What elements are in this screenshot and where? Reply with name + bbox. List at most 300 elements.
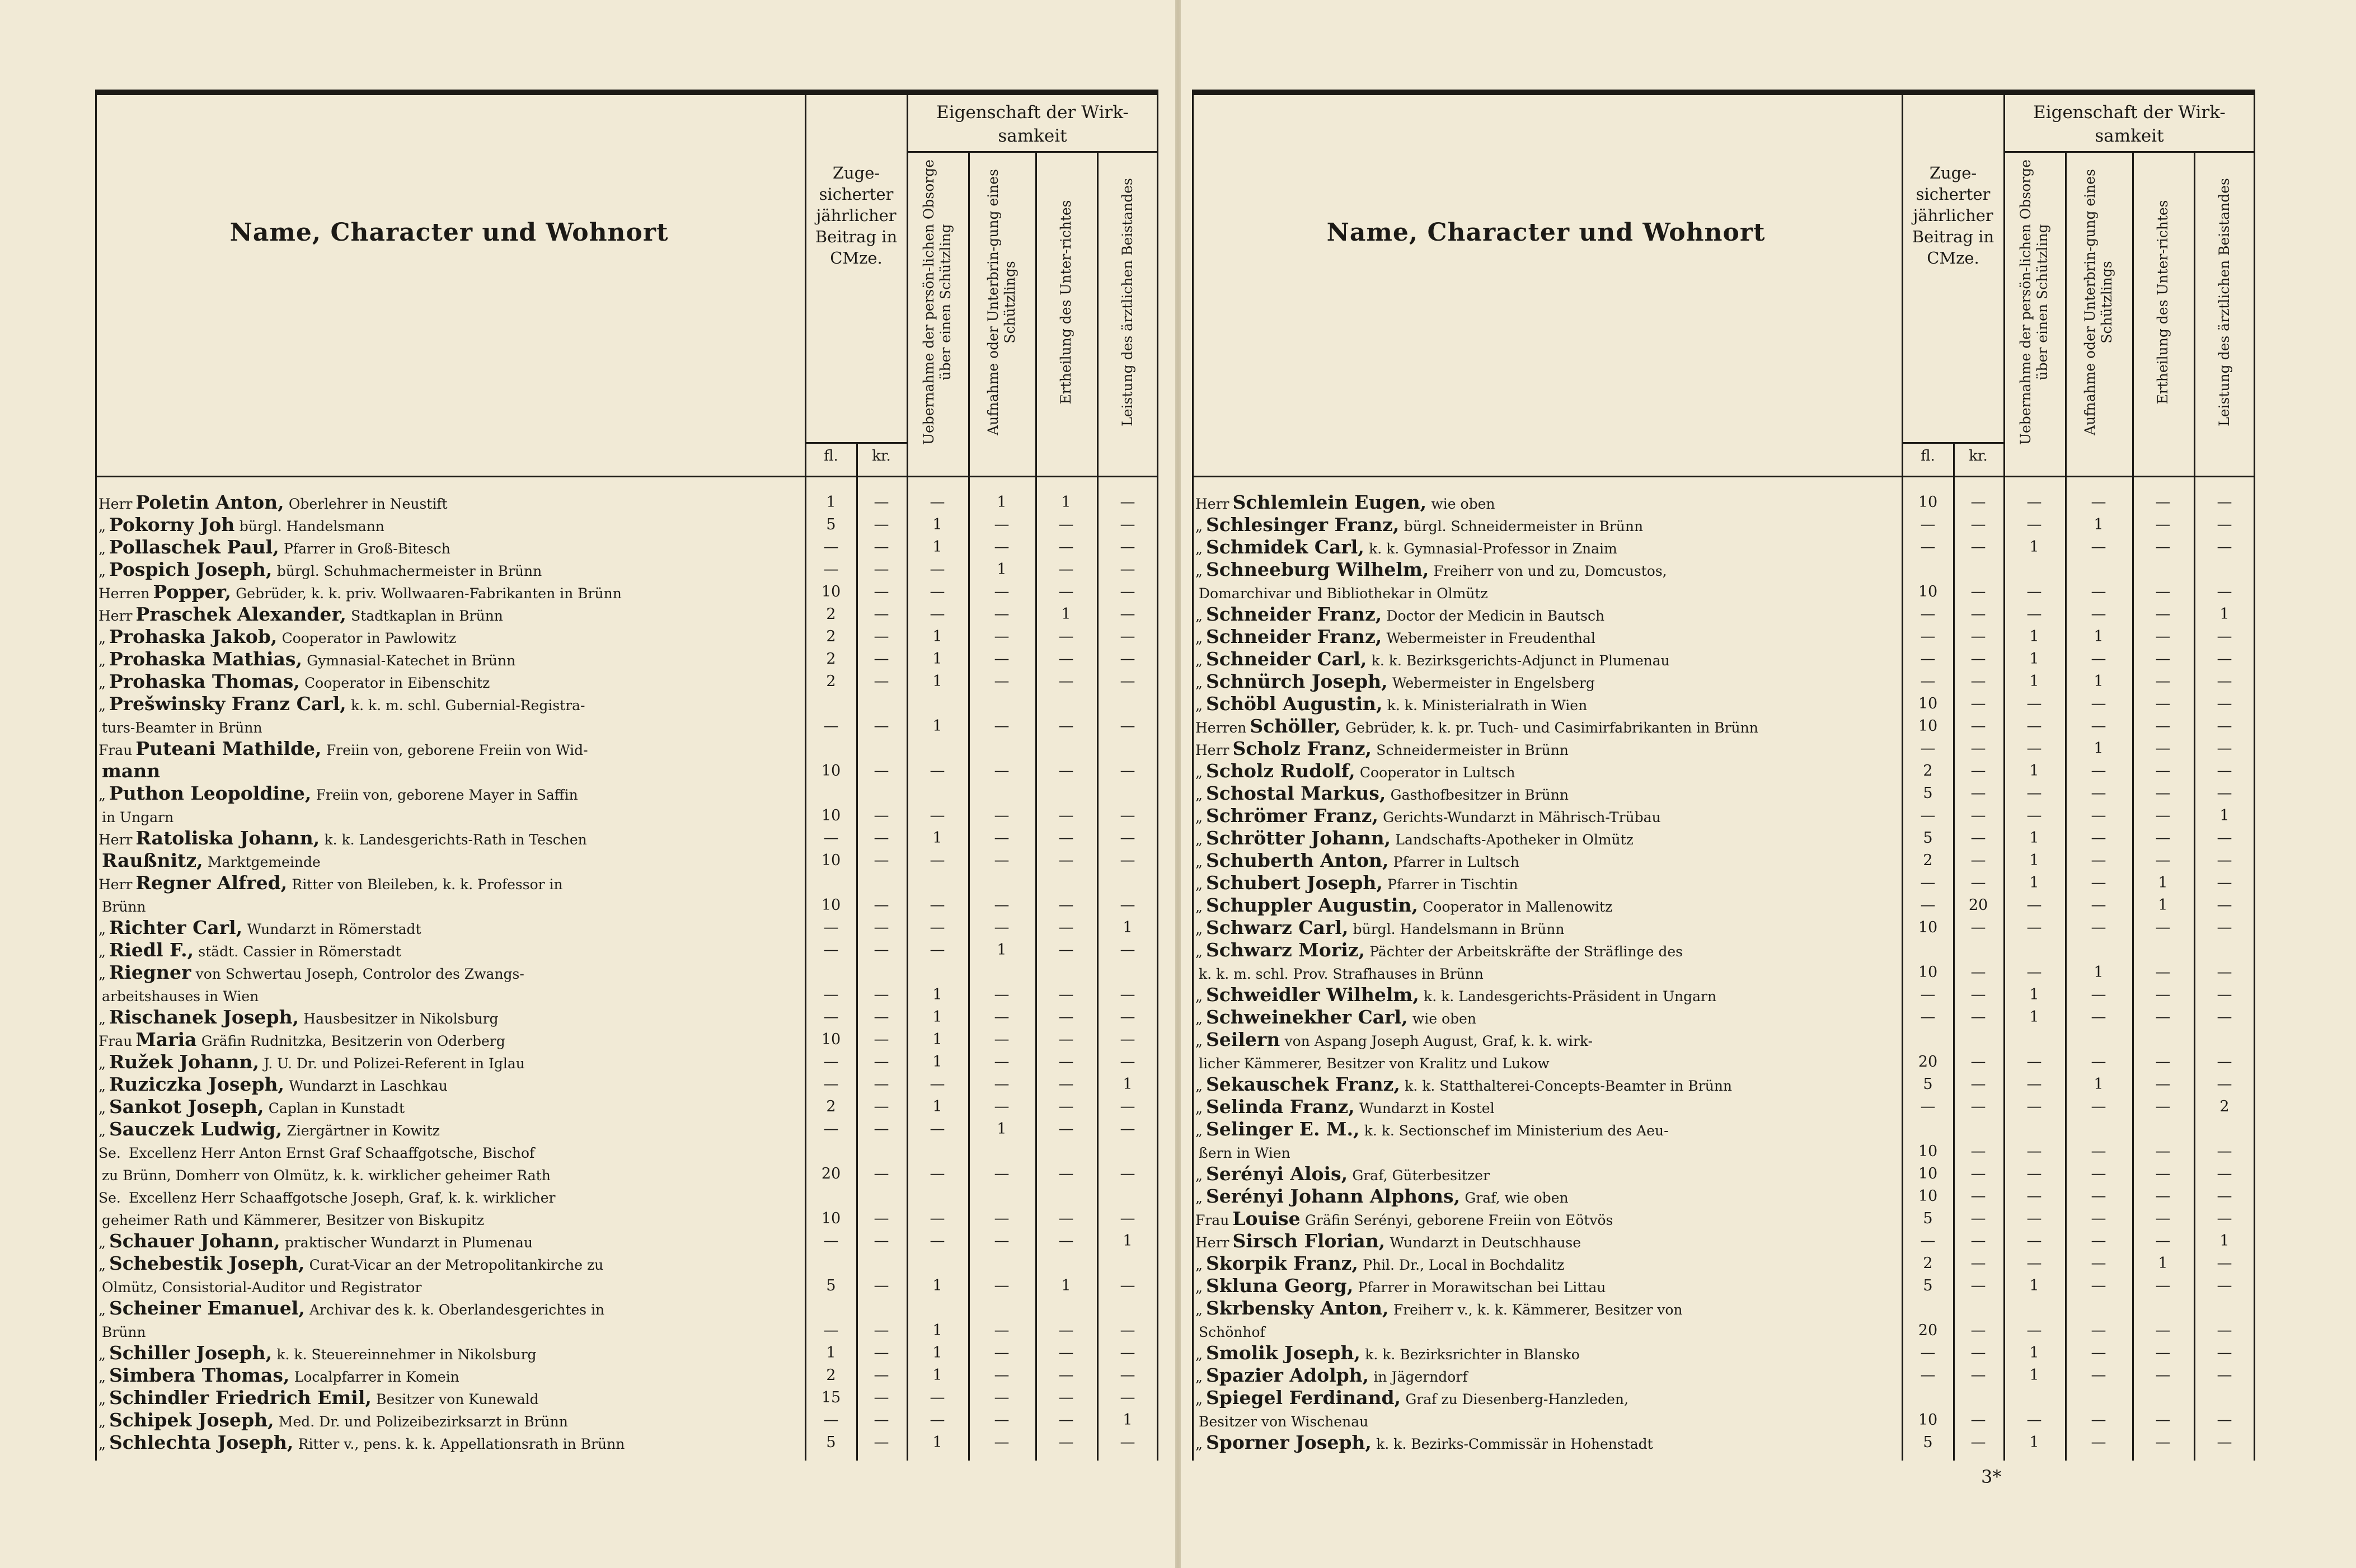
eigenschaft-cell-4: 1	[1123, 1232, 1133, 1250]
header-sub-col-2: Aufnahme oder Unterbrin-gung eines Schützlings	[985, 169, 1018, 435]
amount-kr: —	[1970, 628, 1986, 645]
table-row	[95, 1118, 1158, 1140]
eigenschaft-cell-2: —	[2091, 1143, 2106, 1160]
eigenschaft-cell-4	[2194, 939, 2255, 961]
eigenschaft-cell-1: —	[930, 494, 945, 511]
table-row	[95, 939, 1158, 961]
entry-title-prefix: „	[1195, 787, 1203, 803]
eigenschaft-cell-1: 1	[932, 1434, 942, 1451]
eigenschaft-cell-2: —	[994, 1232, 1010, 1250]
eigenschaft-cell-1: 1	[932, 829, 942, 847]
entry-surname: Scholz Rudolf,	[1205, 760, 1355, 782]
entry-detail: bürgl. Handelsmann in Brünn	[1353, 921, 1565, 937]
entry-detail: Webermeister in Engelsberg	[1392, 675, 1595, 691]
amount-fl: 5	[1923, 785, 1933, 802]
entry-surname: Ruziczka Joseph,	[109, 1073, 284, 1095]
table-row	[1192, 827, 2255, 849]
entry-detail: bürgl. Schuhmachermeister in Brünn	[276, 563, 542, 579]
eigenschaft-cell-3	[1035, 693, 1097, 715]
eigenschaft-cell-2: —	[2091, 538, 2106, 556]
entry-detail: Freiherr von und zu, Domcustos,	[1433, 563, 1667, 579]
entry-title-prefix: „	[98, 1078, 106, 1094]
entry-detail: Ritter v., pens. k. k. Appellationsrath in Brünn	[298, 1436, 625, 1452]
entry-name	[1195, 984, 1895, 1006]
eigenschaft-cell-4: 1	[2219, 1232, 2230, 1250]
table-row	[1192, 939, 2255, 961]
eigenschaft-cell-1: 1	[932, 1098, 942, 1115]
eigenschaft-cell-4: —	[2217, 964, 2232, 981]
entry-surname: Schebestik Joseph,	[109, 1252, 305, 1274]
eigenschaft-cell-4: —	[1120, 494, 1135, 511]
table-row	[1192, 1431, 2255, 1454]
entry-title-prefix: Frau	[98, 742, 133, 758]
column-rule	[2254, 95, 2255, 1461]
entry-detail: k. k. m. schl. Prov. Strafhauses in Brünn	[1199, 966, 1484, 982]
entry-detail: Graf zu Diesenberg-Hanzleden,	[1405, 1391, 1628, 1407]
eigenschaft-cell-4: —	[1120, 538, 1135, 556]
eigenschaft-cell-4: —	[1120, 605, 1135, 623]
entry-name	[1195, 1096, 1895, 1118]
eigenschaft-cell-3: —	[2155, 1053, 2171, 1071]
eigenschaft-cell-2: —	[2091, 1322, 2106, 1339]
eigenschaft-cell-2: —	[2091, 785, 2106, 802]
eigenschaft-cell-1: 1	[2029, 673, 2039, 690]
eigenschaft-cell-1	[907, 872, 968, 894]
amount-kr: —	[1970, 785, 1986, 802]
entry-detail: licher Kämmerer, Besitzer von Kralitz und Lukow	[1199, 1055, 1550, 1072]
amount-kr: —	[874, 1277, 889, 1294]
eigenschaft-cell-3: 1	[2158, 874, 2168, 891]
entry-surname: Prohaska Mathias,	[109, 648, 302, 670]
table-row	[1192, 1096, 2255, 1118]
eigenschaft-cell-4	[1097, 961, 1158, 984]
eigenschaft-cell-1	[2003, 939, 2065, 961]
header-sub-col-1: Uebernahme der persön-lichen Obsorge über einen Schützling	[921, 159, 954, 445]
eigenschaft-cell-3: —	[2155, 1008, 2171, 1026]
column-rule	[95, 95, 97, 1461]
eigenschaft-cell-3: —	[1058, 807, 1074, 824]
eigenschaft-cell-3: —	[2155, 852, 2171, 869]
amount-fl: 5	[826, 1434, 836, 1451]
eigenschaft-cell-4	[1097, 1297, 1158, 1320]
eigenschaft-cell-2: —	[994, 1031, 1010, 1048]
amount-fl: 5	[1923, 1434, 1933, 1451]
eigenschaft-cell-3: —	[2155, 1434, 2171, 1451]
table-row	[95, 738, 1158, 760]
amount-kr: —	[874, 717, 889, 735]
amount-kr: —	[1970, 1367, 1986, 1384]
amount-fl: 10	[821, 1210, 841, 1227]
entry-name	[1195, 827, 1895, 849]
entry-detail: k. k. Sectionschef im Ministerium des Aeu-	[1364, 1123, 1669, 1139]
eigenschaft-cell-4: —	[1120, 762, 1135, 780]
eigenschaft-cell-1	[907, 738, 968, 760]
amount-fl: 10	[821, 762, 841, 780]
column-rule	[856, 442, 858, 1461]
eigenschaft-cell-1	[2003, 1118, 2065, 1140]
amount-kr	[1953, 1029, 2003, 1051]
amount-kr: —	[1970, 650, 1986, 668]
eigenschaft-cell-1: —	[2026, 1143, 2042, 1160]
header-sub-col-2: Aufnahme oder Unterbrin-gung eines Schützlings	[2082, 169, 2115, 435]
entry-title-prefix: „	[1195, 1436, 1203, 1452]
eigenschaft-cell-4: —	[2217, 650, 2232, 668]
eigenschaft-cell-2: —	[994, 807, 1010, 824]
header-kr: kr.	[872, 448, 891, 464]
eigenschaft-cell-4: —	[2217, 695, 2232, 712]
entry-name	[98, 1096, 798, 1118]
column-rule	[2003, 95, 2005, 1461]
eigenschaft-cell-2: —	[994, 1322, 1010, 1339]
entry-name	[1195, 1409, 1895, 1431]
eigenschaft-cell-3: —	[1058, 1031, 1074, 1048]
eigenschaft-cell-1: 1	[932, 1053, 942, 1071]
entry-name	[1195, 782, 1895, 805]
amount-kr: —	[874, 1076, 889, 1093]
entry-detail: Ritter von Bleileben, k. k. Professor in	[292, 876, 563, 893]
entry-title-prefix: „	[98, 1414, 106, 1430]
amount-fl: —	[1920, 1008, 1936, 1026]
amount-fl: 10	[1918, 1411, 1938, 1429]
entry-title-prefix: Herr	[98, 876, 133, 893]
entry-title-prefix: „	[1195, 1190, 1203, 1206]
eigenschaft-cell-2: 1	[997, 561, 1007, 578]
eigenschaft-cell-3: —	[1058, 1008, 1074, 1026]
entry-name	[1195, 1185, 1895, 1208]
table-row	[95, 917, 1158, 939]
eigenschaft-cell-2: —	[994, 605, 1010, 623]
amount-kr: —	[874, 1232, 889, 1250]
entry-name	[1195, 760, 1895, 782]
entry-detail: bürgl. Handelsmann	[239, 518, 384, 534]
table-row	[1192, 782, 2255, 805]
header-name-column: Name, Character und Wohnort	[229, 218, 669, 247]
amount-fl: —	[1920, 1367, 1936, 1384]
eigenschaft-cell-1	[907, 1185, 968, 1208]
eigenschaft-cell-3: —	[2155, 1344, 2171, 1362]
eigenschaft-cell-3: —	[2155, 1098, 2171, 1115]
entry-surname: Praschek Alexander,	[135, 603, 346, 625]
amount-fl: —	[823, 1008, 839, 1026]
eigenschaft-cell-1: —	[2026, 1165, 2042, 1182]
entry-title-prefix: „	[1195, 675, 1203, 691]
entry-detail: k. k. m. schl. Gubernial-Registra-	[350, 697, 585, 713]
table-row	[1192, 626, 2255, 648]
eigenschaft-cell-1: 1	[932, 516, 942, 533]
entry-name	[1195, 1163, 1895, 1185]
eigenschaft-cell-4: —	[2217, 1053, 2232, 1071]
eigenschaft-cell-1	[2003, 558, 2065, 581]
header-rule	[95, 476, 1158, 477]
amount-fl: 10	[1918, 717, 1938, 735]
entry-name	[1195, 1006, 1895, 1029]
table-row	[95, 805, 1158, 827]
column-rule	[1097, 151, 1099, 1461]
amount-kr: —	[1970, 986, 1986, 1003]
eigenschaft-cell-4: —	[2217, 740, 2232, 757]
amount-fl	[1903, 1297, 1953, 1320]
eigenschaft-cell-4: —	[1120, 986, 1135, 1003]
entry-title-prefix: „	[98, 518, 106, 534]
eigenschaft-cell-3	[1035, 1140, 1097, 1163]
amount-kr: —	[874, 1008, 889, 1026]
entry-name	[1195, 648, 1895, 670]
eigenschaft-cell-3: —	[2155, 1165, 2171, 1182]
entry-name	[98, 1185, 798, 1208]
eigenschaft-cell-4	[1097, 1252, 1158, 1275]
entry-detail: Schneidermeister in Brünn	[1376, 742, 1569, 758]
amount-fl: 10	[821, 852, 841, 869]
eigenschaft-cell-3: —	[2155, 1210, 2171, 1227]
entry-detail: Localpfarrer in Komein	[294, 1369, 459, 1385]
eigenschaft-cell-1: 1	[2029, 1434, 2039, 1451]
amount-fl	[806, 1185, 856, 1208]
entry-surname: Schnürch Joseph,	[1205, 670, 1388, 692]
eigenschaft-cell-1: —	[930, 605, 945, 623]
entry-title-prefix: „	[1195, 809, 1203, 825]
entry-detail: Graf, Güterbesitzer	[1352, 1167, 1490, 1184]
eigenschaft-cell-2: —	[994, 1389, 1010, 1406]
entry-surname: Scheiner Emanuel,	[109, 1297, 305, 1319]
entry-surname: Skrbensky Anton,	[1205, 1297, 1389, 1319]
entry-detail: k. k. Bezirksgerichts-Adjunct in Plumenau	[1371, 652, 1670, 669]
table-row	[95, 1364, 1158, 1387]
amount-kr: —	[874, 1367, 889, 1384]
eigenschaft-cell-1: —	[2026, 1232, 2042, 1250]
entry-name	[98, 939, 798, 961]
eigenschaft-cell-4: —	[2217, 896, 2232, 914]
eigenschaft-cell-1: —	[2026, 1322, 2042, 1339]
eigenschaft-cell-4: —	[2217, 628, 2232, 645]
entry-surname: Popper,	[153, 581, 231, 603]
amount-fl	[1903, 558, 1953, 581]
eigenschaft-cell-4: —	[1120, 583, 1135, 600]
entry-detail: Wundarzt in Kostel	[1359, 1100, 1495, 1116]
eigenschaft-cell-3: —	[1058, 1389, 1074, 1406]
amount-fl: 10	[1918, 1187, 1938, 1205]
entry-surname: Schauer Johann,	[109, 1230, 280, 1252]
header-eigenschaft: Eigenschaft der Wirk- samkeit	[936, 102, 1129, 146]
amount-fl: 2	[826, 1367, 836, 1384]
column-rule	[1157, 95, 1158, 1461]
eigenschaft-cell-2: —	[2091, 1367, 2106, 1384]
entry-name	[1195, 1051, 1895, 1073]
table-row	[95, 849, 1158, 872]
eigenschaft-cell-1: —	[2026, 740, 2042, 757]
entry-title-prefix: Herren	[1195, 720, 1247, 736]
table-row	[95, 1342, 1158, 1364]
eigenschaft-cell-4	[2194, 558, 2255, 581]
eigenschaft-cell-1: —	[930, 919, 945, 936]
entry-detail: Gerichts-Wundarzt in Mährisch-Trübau	[1383, 809, 1661, 825]
eigenschaft-cell-3: —	[1058, 628, 1074, 645]
amount-kr: —	[1970, 673, 1986, 690]
eigenschaft-cell-4: —	[2217, 874, 2232, 891]
amount-kr: —	[1970, 1255, 1986, 1272]
amount-fl: —	[823, 941, 839, 959]
entry-title-prefix: „	[98, 1123, 106, 1139]
eigenschaft-cell-1: —	[930, 1411, 945, 1429]
eigenschaft-cell-2	[2065, 939, 2132, 961]
eigenschaft-cell-3: —	[1058, 1120, 1074, 1138]
table-row	[1192, 514, 2255, 536]
entry-title-prefix: „	[1195, 764, 1203, 781]
eigenschaft-cell-3: —	[2155, 1322, 2171, 1339]
ledger-table-left	[95, 90, 1158, 1461]
eigenschaft-cell-4: —	[1120, 1434, 1135, 1451]
right-page	[1181, 0, 2356, 1568]
entry-name	[1195, 1320, 1895, 1342]
entry-detail: Gymnasial-Katechet in Brünn	[307, 652, 516, 669]
eigenschaft-cell-2: 1	[997, 494, 1007, 511]
column-rule	[2194, 151, 2195, 1461]
amount-kr: —	[874, 941, 889, 959]
entry-detail: in Jägerndorf	[1373, 1369, 1468, 1385]
header-kr: kr.	[1969, 448, 1988, 464]
entry-title-prefix: „	[98, 541, 106, 557]
entry-surname: Spiegel Ferdinand,	[1205, 1387, 1401, 1409]
amount-fl	[1903, 1029, 1953, 1051]
entry-title-prefix: „	[98, 787, 106, 803]
entry-detail: Gasthofbesitzer in Brünn	[1390, 787, 1569, 803]
table-row	[1192, 984, 2255, 1006]
entry-title-prefix: „	[98, 1011, 106, 1027]
entry-detail: ßern in Wien	[1199, 1145, 1290, 1161]
entry-title-prefix: Herren	[98, 585, 150, 602]
column-rule	[907, 95, 908, 1461]
table-row	[1192, 693, 2255, 715]
amount-kr	[1953, 1387, 2003, 1409]
eigenschaft-cell-1: 1	[932, 673, 942, 690]
entry-name	[98, 849, 798, 872]
eigenschaft-cell-3: —	[2155, 628, 2171, 645]
entry-detail: Brünn	[102, 899, 146, 915]
eigenschaft-cell-2: —	[994, 673, 1010, 690]
eigenschaft-cell-1	[2003, 1387, 2065, 1409]
entry-title-prefix: „	[1195, 1011, 1203, 1027]
entry-name	[1195, 1208, 1895, 1230]
amount-fl: —	[823, 561, 839, 578]
entry-title-prefix: „	[1195, 832, 1203, 848]
amount-fl: 10	[821, 896, 841, 914]
eigenschaft-cell-2: 1	[2094, 628, 2104, 645]
entry-title-prefix: Herr	[98, 496, 133, 512]
entry-name	[98, 805, 798, 827]
table-row	[1192, 917, 2255, 939]
amount-kr: —	[1970, 494, 1986, 511]
eigenschaft-cell-2: —	[2091, 650, 2106, 668]
eigenschaft-cell-2: 1	[2094, 673, 2104, 690]
entry-title-prefix: Se.	[98, 1190, 121, 1206]
header-sub-col-4: Leistung des ärztlichen Beistandes	[2216, 178, 2232, 426]
eigenschaft-cell-1: —	[2026, 695, 2042, 712]
entry-surname: Pospich Joseph,	[109, 558, 273, 580]
entry-detail: bürgl. Schneidermeister in Brünn	[1404, 518, 1644, 534]
eigenschaft-cell-2: —	[994, 852, 1010, 869]
table-row	[95, 1320, 1158, 1342]
eigenschaft-cell-4: —	[1120, 628, 1135, 645]
entry-surname: Louise	[1232, 1208, 1301, 1229]
entry-surname: Sirsch Florian,	[1232, 1230, 1386, 1252]
entry-surname: Maria	[135, 1029, 197, 1050]
eigenschaft-cell-1: 1	[2029, 1344, 2039, 1362]
entry-detail: geheimer Rath und Kämmerer, Besitzer von Biskupitz	[102, 1212, 485, 1228]
entry-name	[98, 1252, 798, 1275]
entry-detail: k. k. Steuereinnehmer in Nikolsburg	[276, 1346, 537, 1363]
eigenschaft-cell-3: —	[1058, 1098, 1074, 1115]
entry-name	[1195, 917, 1895, 939]
entry-detail: Landschafts-Apotheker in Olmütz	[1395, 832, 1634, 848]
eigenschaft-cell-2: —	[994, 762, 1010, 780]
entry-name	[1195, 603, 1895, 626]
table-row	[1192, 872, 2255, 894]
eigenschaft-cell-3	[1035, 1252, 1097, 1275]
entry-surname: Selinger E. M.,	[1205, 1118, 1360, 1140]
amount-fl: 10	[1918, 919, 1938, 936]
eigenschaft-cell-1: —	[2026, 583, 2042, 600]
amount-kr: —	[1970, 583, 1986, 600]
entry-surname: Schneider Franz,	[1205, 603, 1382, 625]
eigenschaft-cell-3: —	[1058, 829, 1074, 847]
amount-kr: —	[874, 1322, 889, 1339]
eigenschaft-cell-2: —	[994, 896, 1010, 914]
entry-name	[98, 558, 798, 581]
entry-name	[98, 1006, 798, 1029]
eigenschaft-cell-4: —	[1120, 1098, 1135, 1115]
amount-kr: —	[1970, 538, 1986, 556]
eigenschaft-cell-1: —	[930, 807, 945, 824]
amount-kr: —	[874, 1120, 889, 1138]
table-row	[1192, 1208, 2255, 1230]
entry-detail: Hausbesitzer in Nikolsburg	[303, 1011, 499, 1027]
header-rule	[1902, 442, 2003, 444]
eigenschaft-cell-2: —	[994, 538, 1010, 556]
eigenschaft-cell-4: —	[1120, 717, 1135, 735]
eigenschaft-cell-1	[907, 1297, 968, 1320]
amount-fl: 20	[1918, 1053, 1938, 1071]
eigenschaft-cell-2: —	[994, 919, 1010, 936]
entry-detail: wie oben	[1431, 496, 1495, 512]
eigenschaft-cell-3: —	[1058, 941, 1074, 959]
entry-name	[1195, 849, 1895, 872]
eigenschaft-cell-3: —	[1058, 762, 1074, 780]
amount-kr	[856, 1252, 907, 1275]
entry-title-prefix: „	[98, 563, 106, 579]
eigenschaft-cell-3: —	[2155, 740, 2171, 757]
eigenschaft-cell-2	[968, 782, 1035, 805]
entry-name	[98, 648, 798, 670]
eigenschaft-cell-4: —	[2217, 1434, 2232, 1451]
entry-name	[98, 1409, 798, 1431]
entry-surname: Schneider Franz,	[1205, 626, 1382, 647]
entry-name	[1195, 670, 1895, 693]
eigenschaft-cell-1: —	[930, 852, 945, 869]
eigenschaft-cell-2	[2065, 1387, 2132, 1409]
amount-fl	[806, 693, 856, 715]
table-row	[1192, 1029, 2255, 1051]
entry-detail: Ziergärtner in Kowitz	[287, 1123, 440, 1139]
eigenschaft-cell-1	[907, 1140, 968, 1163]
eigenschaft-cell-3: 1	[1061, 494, 1071, 511]
amount-fl: —	[823, 1411, 839, 1429]
entry-surname: Serényi Johann Alphons,	[1205, 1185, 1461, 1207]
eigenschaft-cell-3: —	[1058, 561, 1074, 578]
eigenschaft-cell-1: —	[2026, 1411, 2042, 1429]
eigenschaft-cell-3: 1	[1061, 605, 1071, 623]
eigenschaft-cell-2: —	[2091, 874, 2106, 891]
amount-kr: —	[1970, 874, 1986, 891]
eigenschaft-cell-1: —	[930, 896, 945, 914]
